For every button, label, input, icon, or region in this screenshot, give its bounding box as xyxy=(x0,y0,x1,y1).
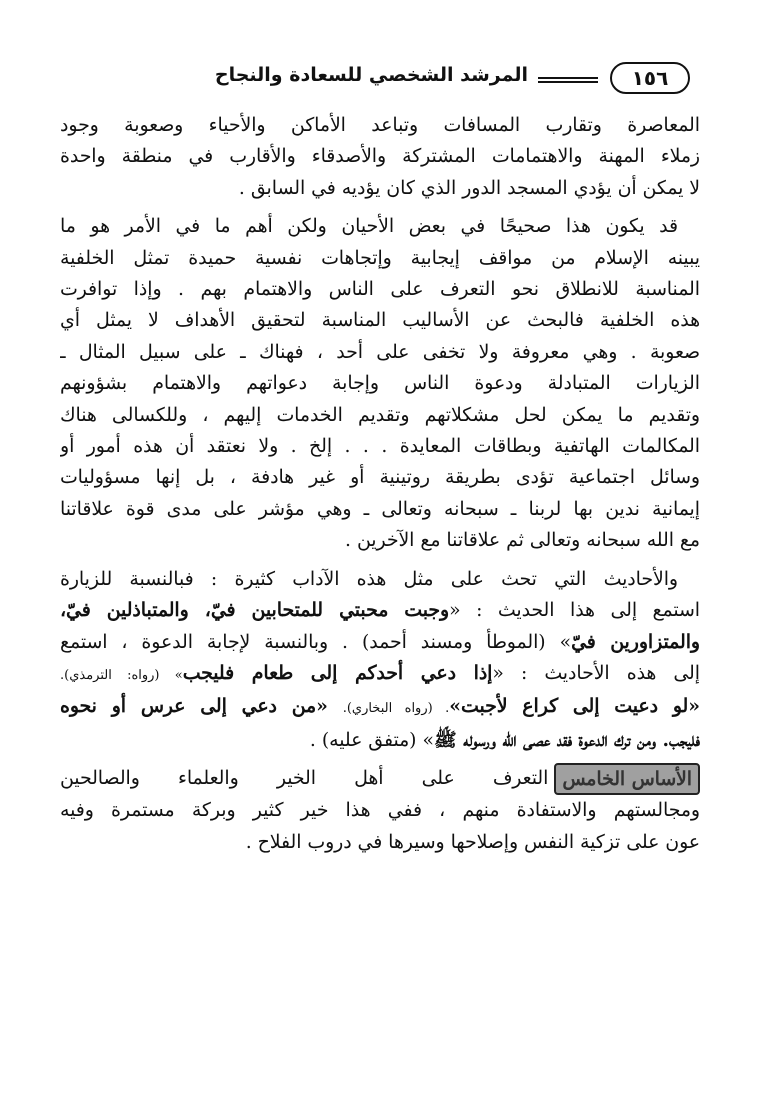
hadith-text: وجبت محبتي للمتحابين فيّ، والمتباذلين فيّ، xyxy=(60,599,450,622)
text-line: عون على تزكية النفس وإصلاحها وسيرها في دروب الفلاح . xyxy=(245,831,700,853)
hadith-text: والمتزاورين فيّ xyxy=(571,630,700,653)
text-line xyxy=(60,725,700,756)
text-run: استمع إلى هذا الحديث : « xyxy=(449,600,700,622)
text-line xyxy=(60,658,700,691)
paragraph-1 xyxy=(60,110,700,204)
text-run: التعرف على أهل الخير والعلماء والصالحين xyxy=(60,768,549,790)
text-line xyxy=(60,691,700,724)
header-rule xyxy=(538,77,598,83)
text-line: يبينه الإسلام من مواقف إيجابية وإتجاهات نفسية حميدة تمثل الخلفية xyxy=(60,247,700,269)
page-body xyxy=(60,110,700,865)
text-line: المكالمات الهاتفية وبطاقات المعايدة . . . إلخ . ولا نعتقد أن هذه أمور أو xyxy=(60,436,700,458)
text-line: صعوبة . وهي معروفة ولا تخفى على أحد ، فهناك ـ على سبيل المثال ـ xyxy=(60,341,700,363)
hadith-text: فليجب. ومن ترك الدعوة فقد عصى الله ورسوله ﷺ xyxy=(433,728,700,751)
citation: » (رواه: الترمذي). xyxy=(60,667,183,683)
paragraph-3 xyxy=(60,564,700,756)
text-line: والأحاديث التي تحث على مثل هذه الآداب كثيرة : فبالنسبة للزيارة xyxy=(60,568,678,590)
text-run: » (الموطأ ومسند أحمد) . وبالنسبة لإجابة الدعوة ، استمع xyxy=(60,631,572,653)
text-line: المناسبة للانطلاق نحو التعرف على الناس والاهتمام بهم . وإذا توافرت xyxy=(60,279,700,301)
text-line xyxy=(60,627,700,658)
text-line: لا يمكن أن يؤدي المسجد الدور الذي كان يؤديه في السابق . xyxy=(238,177,700,199)
text-line: ومجالستهم والاستفادة منهم ، ففي هذا خير كثير وبركة مستمرة وفيه xyxy=(60,800,700,822)
text-run: إلى هذه الأحاديث : « xyxy=(492,662,700,684)
hadith-text: «من دعي إلى عرس أو نحوه xyxy=(60,695,343,718)
text-line: المعاصرة وتقارب المسافات وتباعد الأماكن والأحياء وصعوبة وجود xyxy=(60,115,700,136)
text-line: الزيارات المتبادلة ودعوة الناس وإجابة دعواتهم والاهتمام بشؤونهم xyxy=(60,373,700,395)
paragraph-4 xyxy=(60,763,700,858)
text-line: زملاء المهنة والاهتمامات المشتركة والأصدقاء والأقارب في منطقة واحدة xyxy=(60,146,700,168)
text-line: وتقديم ما يمكن لحل مشكلاتهم وتقديم الخدمات إليهم ، وللكسالى هناك xyxy=(60,404,700,426)
paragraph-2 xyxy=(60,211,700,556)
section-badge: الأساس الخامس xyxy=(554,763,700,795)
text-line: هذه الخلفية فالبحث عن الأساليب المناسبة لتحقيق الأهداف لا يمثل أي xyxy=(60,310,700,332)
text-line xyxy=(60,763,700,795)
hadith-text: إذا دعي أحدكم إلى طعام فليجب xyxy=(182,661,493,684)
text-line: وسائل اجتماعية تؤدى بطريقة روتينية أو غير هادفة ، بل إنها مسؤوليات xyxy=(60,467,700,489)
page-number: ١٥٦ xyxy=(610,62,690,94)
citation: » (متفق عليه) . xyxy=(309,729,434,751)
text-line xyxy=(60,595,700,626)
citation: . (رواه البخاري). xyxy=(342,701,450,717)
hadith-text: «لو دعيت إلى كراع لأجبت» xyxy=(449,695,700,718)
text-line: قد يكون هذا صحيحًا في بعض الأحيان ولكن أهم ما في الأمر هو ما xyxy=(60,216,678,238)
text-line: إيمانية ندين بها لربنا ـ سبحانه وتعالى ـ وهي مؤشر على مدى قوة علاقاتنا xyxy=(60,498,700,520)
text-line: مع الله سبحانه وتعالى ثم علاقاتنا مع الآخرين . xyxy=(345,530,700,552)
page-header xyxy=(72,62,690,96)
book-title: المرشد الشخصي للسعادة والنجاح xyxy=(214,64,528,86)
